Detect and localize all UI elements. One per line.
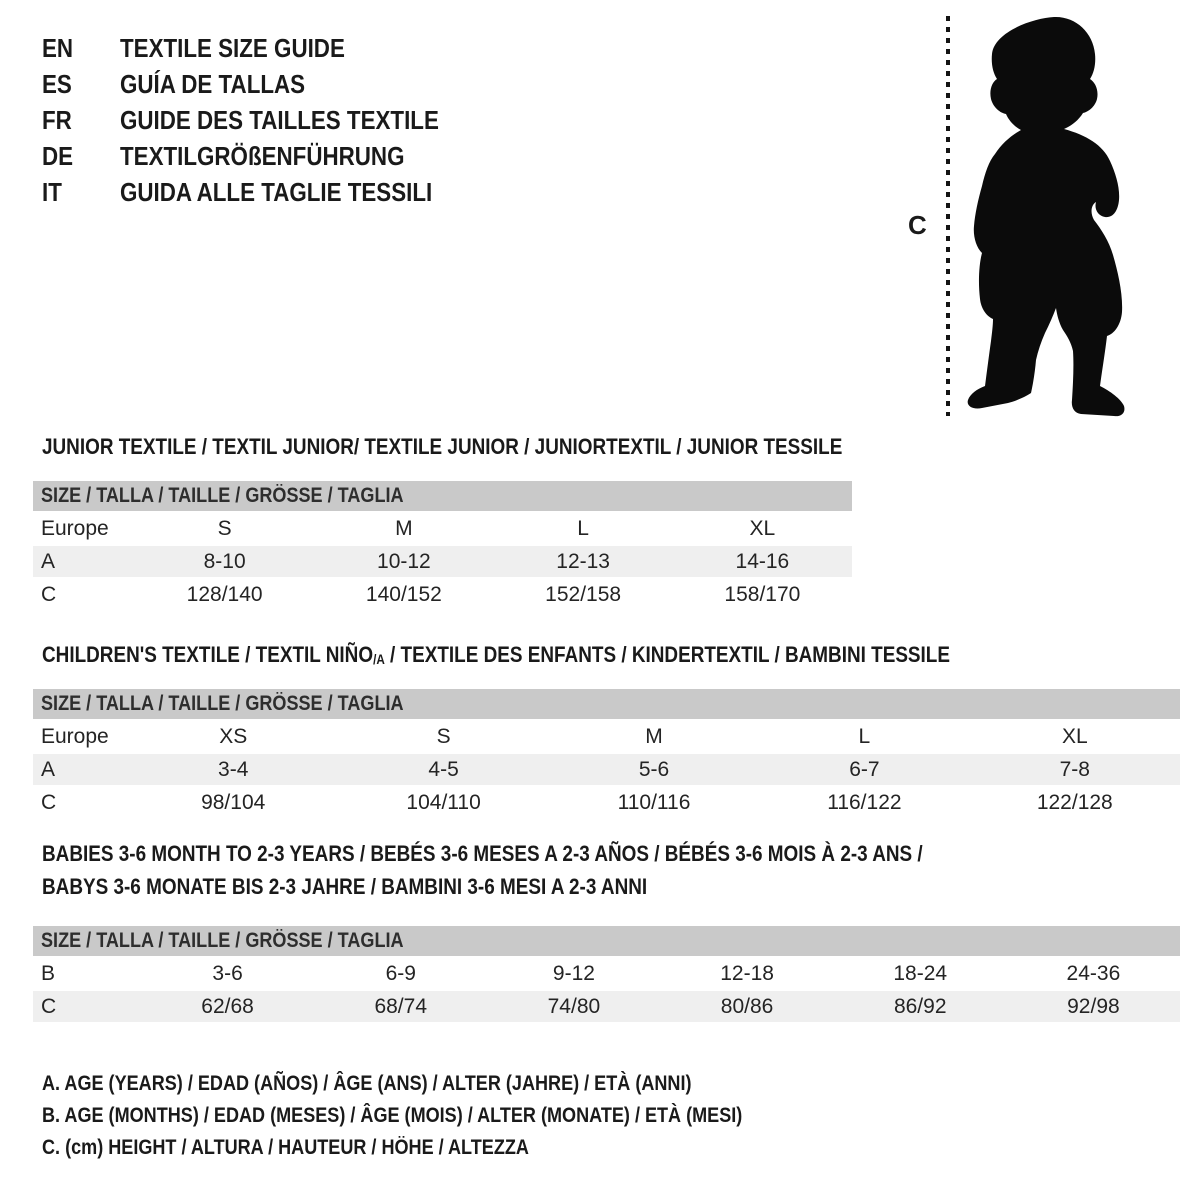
legend-line-c-text: C. (cm) HEIGHT / ALTURA / HAUTEUR / HÖHE / ALTEZZA	[42, 1136, 529, 1159]
table-cell: XL	[1061, 725, 1088, 748]
language-row-en	[42, 30, 491, 66]
row-label: A	[41, 550, 56, 573]
table-cell: 116/122	[827, 791, 902, 814]
language-code: ES	[42, 69, 72, 99]
table-cell: S	[217, 517, 232, 540]
table-cell: 9-12	[552, 962, 595, 985]
height-measure-dashed-line	[946, 16, 950, 416]
table-cell: S	[436, 725, 451, 748]
table-row	[33, 991, 1180, 1022]
children-section-title	[42, 642, 1098, 671]
language-row-de	[42, 138, 491, 174]
table-cell: 12-13	[556, 550, 610, 573]
table-cell: XS	[219, 725, 248, 748]
table-cell: 5-6	[638, 758, 670, 781]
table-cell: XL	[749, 517, 776, 540]
table-cell: 3-6	[212, 962, 243, 985]
table-cell: 62/68	[201, 995, 254, 1018]
table-cell: 158/170	[724, 583, 801, 606]
table-row	[33, 787, 1180, 818]
baby-silhouette-image	[962, 14, 1142, 420]
legend-line-c	[42, 1132, 856, 1164]
table-cell: 7-8	[1059, 758, 1090, 781]
table-cell: 6-9	[385, 962, 416, 985]
row-label: C	[41, 583, 57, 606]
table-cell: L	[577, 517, 589, 540]
babies-section-title-line1	[42, 841, 1066, 867]
table-cell: M	[395, 517, 413, 540]
junior-size-table	[33, 481, 852, 610]
table-cell: L	[858, 725, 871, 748]
table-row	[33, 579, 852, 610]
table-cell: 86/92	[893, 995, 947, 1018]
babies-size-table	[33, 926, 1180, 1022]
junior-size-header-bar	[33, 481, 852, 511]
table-row	[33, 546, 852, 577]
size-header-text: SIZE / TALLA / TAILLE / GRÖSSE / TAGLIA	[41, 484, 404, 507]
table-cell: 12-18	[720, 962, 774, 985]
babies-title-line1-text: BABIES 3-6 MONTH TO 2-3 YEARS / BEBÉS 3-6 MESES A 2-3 AÑOS / BÉBÉS 3-6 MOIS À 2-3 ANS /	[42, 841, 923, 866]
table-row	[33, 754, 1180, 785]
table-cell: 92/98	[1067, 995, 1120, 1018]
legend-line-a-text: A. AGE (YEARS) / EDAD (AÑOS) / ÂGE (ANS) / ALTER (JAHRE) / ETÀ (ANNI)	[42, 1072, 692, 1095]
table-cell: M	[645, 725, 663, 748]
table-cell: 3-4	[218, 758, 249, 781]
language-code: EN	[42, 33, 74, 63]
size-header-text: SIZE / TALLA / TAILLE / GRÖSSE / TAGLIA	[41, 929, 404, 952]
table-cell: 98/104	[201, 791, 266, 814]
table-cell: 152/158	[545, 583, 622, 606]
language-row-es	[42, 66, 491, 102]
babies-title-line2-text: BABYS 3-6 MONATE BIS 2-3 JAHRE / BAMBINI 3-6 MESI A 2-3 ANNI	[42, 874, 648, 899]
row-label: Europe	[41, 517, 109, 540]
table-cell: 140/152	[365, 583, 442, 606]
row-label: C	[41, 791, 57, 814]
table-row	[33, 958, 1180, 989]
table-cell: 68/74	[374, 995, 428, 1018]
children-size-table	[33, 689, 1180, 818]
table-cell: 24-36	[1066, 962, 1121, 985]
legend	[42, 1068, 856, 1164]
size-header-text: SIZE / TALLA / TAILLE / GRÖSSE / TAGLIA	[41, 692, 404, 715]
table-cell: 74/80	[547, 995, 601, 1018]
row-label: C	[41, 995, 57, 1018]
row-label: B	[41, 962, 56, 985]
language-row-fr	[42, 102, 491, 138]
table-row	[33, 721, 1180, 752]
table-row	[33, 513, 852, 544]
junior-section-title	[42, 434, 973, 460]
height-measure-label: C	[908, 210, 927, 240]
junior-section-title-text: JUNIOR TEXTILE / TEXTIL JUNIOR/ TEXTILE JUNIOR / JUNIORTEXTIL / JUNIOR TESSILE	[42, 434, 843, 459]
language-title: GUÍA DE TALLAS	[120, 69, 306, 99]
row-label: A	[41, 758, 56, 781]
row-label: Europe	[41, 725, 109, 748]
legend-line-a	[42, 1068, 856, 1100]
language-code: DE	[42, 141, 74, 171]
babies-section-title-line2	[42, 874, 746, 900]
language-row-it	[42, 174, 491, 210]
language-title-list	[42, 30, 491, 210]
title-prefix: CHILDREN'S TEXTILE / TEXTIL NIÑO	[42, 642, 374, 667]
table-cell: 110/116	[617, 791, 691, 814]
table-cell: 10-12	[377, 550, 431, 573]
legend-line-b	[42, 1100, 856, 1132]
children-size-header-bar	[33, 689, 1180, 719]
table-cell: 104/110	[406, 791, 481, 814]
language-title: GUIDE DES TAILLES TEXTILE	[120, 105, 439, 135]
table-cell: 14-16	[735, 550, 790, 573]
table-cell: 122/128	[1036, 791, 1113, 814]
legend-line-b-text: B. AGE (MONTHS) / EDAD (MESES) / ÂGE (MOIS) / ALTER (MONATE) / ETÀ (MESI)	[42, 1104, 743, 1127]
table-cell: 4-5	[428, 758, 459, 781]
title-subscript: /A	[373, 652, 385, 667]
language-title: GUIDA ALLE TAGLIE TESSILI	[120, 177, 433, 207]
children-section-title-text	[42, 642, 950, 671]
language-title: TEXTILGRÖßENFÜHRUNG	[120, 141, 405, 171]
table-cell: 6-7	[849, 758, 880, 781]
table-cell: 128/140	[186, 583, 263, 606]
title-suffix: / TEXTILE DES ENFANTS / KINDERTEXTIL / BAMBINI TESSILE	[384, 642, 950, 667]
language-title: TEXTILE SIZE GUIDE	[120, 33, 345, 63]
babies-size-header-bar	[33, 926, 1180, 956]
language-code: IT	[42, 177, 62, 207]
table-cell: 80/86	[720, 995, 774, 1018]
table-cell: 8-10	[203, 550, 246, 573]
table-cell: 18-24	[893, 962, 948, 985]
language-code: FR	[42, 105, 72, 135]
